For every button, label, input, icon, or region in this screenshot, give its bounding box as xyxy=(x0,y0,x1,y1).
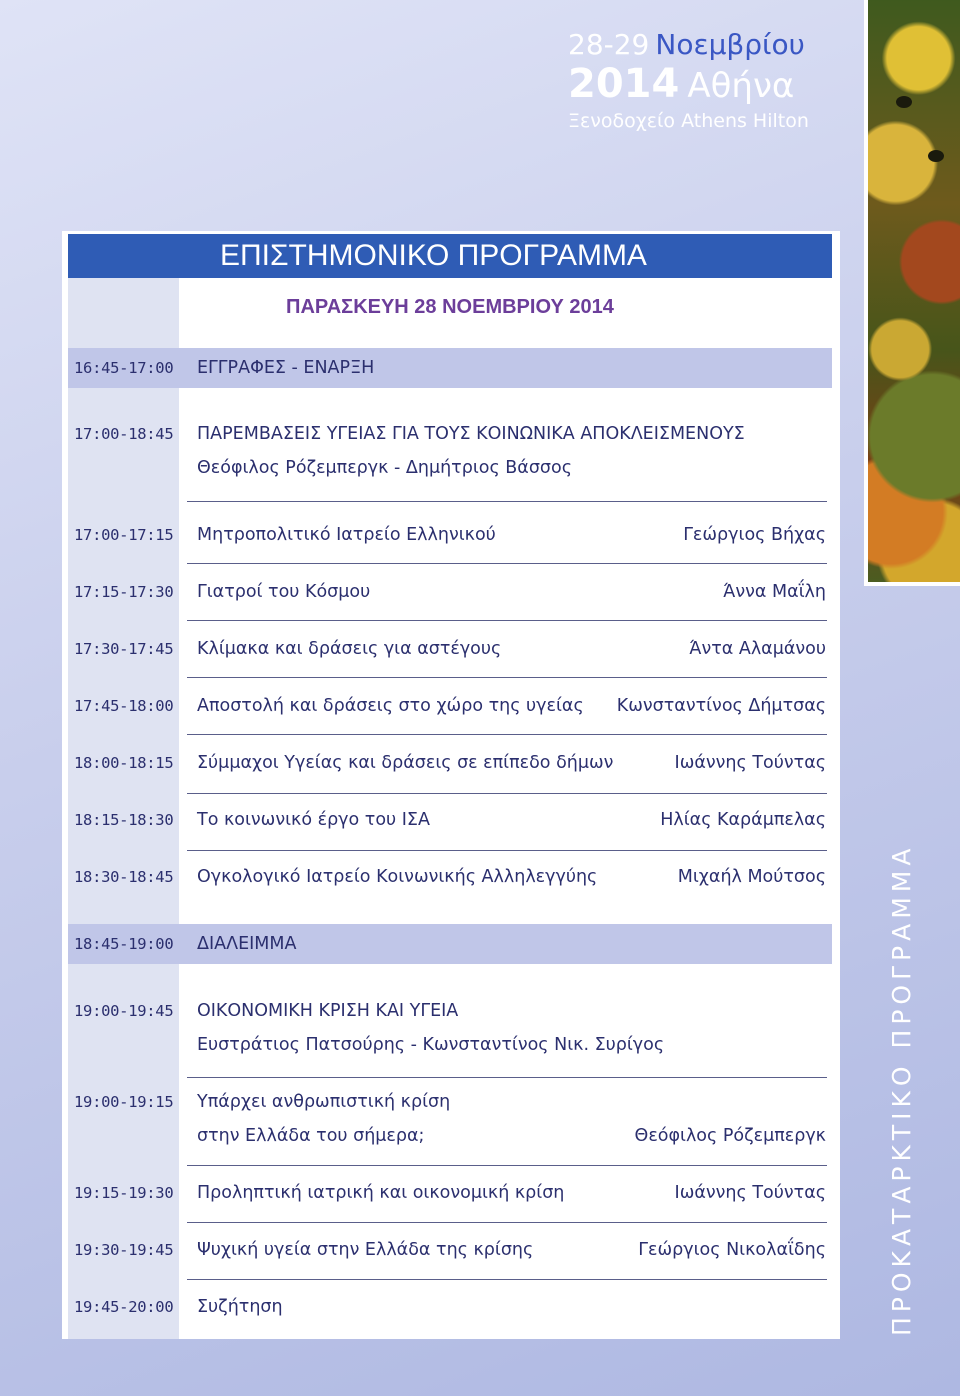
event-city: Αθήνα xyxy=(687,66,795,106)
row-divider xyxy=(187,1279,827,1280)
row-description: Γιατροί του Κόσμου xyxy=(197,582,371,602)
row-divider xyxy=(187,1222,827,1223)
program-row xyxy=(68,800,832,840)
row-speaker: Μιχαήλ Μούτσος xyxy=(677,867,826,887)
program-row xyxy=(68,991,832,1055)
row-speaker: Ιωάννης Τούντας xyxy=(674,753,826,773)
row-speaker: Άντα Αλαμάνου xyxy=(689,639,826,659)
row-description: Ψυχική υγεία στην Ελλάδα της κρίσης xyxy=(197,1240,534,1260)
row-time: 19:30-19:45 xyxy=(74,1241,174,1259)
row-description: Μητροπολιτικό Ιατρείο Ελληνικού xyxy=(197,525,496,545)
program-row xyxy=(68,1173,832,1213)
row-divider xyxy=(187,793,827,794)
program-row xyxy=(68,629,832,669)
row-chairs: Ευστράτιος Πατσούρης - Κωνσταντίνος Νικ. Συρίγος xyxy=(197,1035,665,1055)
row-description: Το κοινωνικό έργο του ΙΣΑ xyxy=(197,810,430,830)
row-description: ΔΙΑΛΕΙΜΜΑ xyxy=(197,934,297,954)
program-title: ΕΠΙΣΤΗΜΟΝΙΚΟ ΠΡΟΓΡΑΜΜΑ xyxy=(68,234,832,278)
row-description: Προληπτική ιατρική και οικονομική κρίση xyxy=(197,1183,565,1203)
row-time: 17:00-18:45 xyxy=(74,425,174,443)
event-header xyxy=(568,28,848,134)
row-divider xyxy=(187,1165,827,1166)
row-speaker: Γεώργιος Βήχας xyxy=(683,525,826,545)
row-time: 19:00-19:45 xyxy=(74,1002,174,1020)
artwork-eye-icon xyxy=(928,150,944,162)
row-speaker: Κωνσταντίνος Δήμτσας xyxy=(616,696,826,716)
program-row-break xyxy=(68,924,832,964)
program-row xyxy=(68,515,832,555)
row-speaker: Ιωάννης Τούντας xyxy=(674,1183,826,1203)
row-time: 17:15-17:30 xyxy=(74,583,174,601)
event-month: Νοεμβρίου xyxy=(655,28,805,61)
row-divider xyxy=(187,734,827,735)
event-year: 2014 xyxy=(568,61,680,107)
row-chairs: Θεόφιλος Ρόζεμπεργκ - Δημήτριος Βάσσος xyxy=(197,458,572,478)
row-description: Αποστολή και δράσεις στο χώρο της υγείας xyxy=(197,696,584,716)
program-day-title: ΠΑΡΑΣΚΕΥΗ 28 ΝΟΕΜΒΡΙΟΥ 2014 xyxy=(286,296,614,318)
row-divider xyxy=(187,850,827,851)
row-time: 18:00-18:15 xyxy=(74,754,174,772)
program-row xyxy=(68,348,832,388)
row-description: Υπάρχει ανθρωπιστική κρίση xyxy=(197,1092,451,1112)
program-row xyxy=(68,686,832,726)
row-time: 17:30-17:45 xyxy=(74,640,174,658)
event-days: 28-29 xyxy=(568,28,650,61)
row-description: Συζήτηση xyxy=(197,1297,283,1317)
row-speaker: Γεώργιος Νικολαΐδης xyxy=(638,1240,826,1260)
row-divider xyxy=(187,1077,827,1078)
row-divider xyxy=(187,620,827,621)
row-description: ΠΑΡΕΜΒΑΣΕΙΣ ΥΓΕΙΑΣ ΓΙΑ ΤΟΥΣ ΚΟΙΝΩΝΙΚΑ ΑΠΟΚΛΕΙΣΜΕΝΟΥΣ xyxy=(197,424,745,444)
row-time: 19:15-19:30 xyxy=(74,1184,174,1202)
row-time: 19:00-19:15 xyxy=(74,1093,174,1111)
row-divider xyxy=(187,563,827,564)
program-row xyxy=(68,1230,832,1270)
side-title-vertical: ΠΡΟΚΑΤΑΡΚΤΙΚΟ ΠΡΟΓΡΑΜΜΑ xyxy=(887,843,916,1336)
program-row xyxy=(68,857,832,897)
program-panel xyxy=(62,231,840,1339)
event-dates xyxy=(568,28,848,62)
row-divider xyxy=(187,501,827,502)
row-time: 17:00-17:15 xyxy=(74,526,174,544)
program-row xyxy=(68,1082,832,1146)
row-divider xyxy=(187,677,827,678)
row-speaker: Θεόφιλος Ρόζεμπεργκ xyxy=(634,1126,826,1146)
row-description-line2: στην Ελλάδα του σήμερα; xyxy=(197,1126,425,1146)
program-row xyxy=(68,743,832,783)
row-time: 18:45-19:00 xyxy=(74,935,174,953)
row-speaker: Άννα Μαΐλη xyxy=(723,582,826,602)
row-time: 18:15-18:30 xyxy=(74,811,174,829)
row-description: ΕΓΓΡΑΦΕΣ - ΕΝΑΡΞΗ xyxy=(197,358,375,378)
row-description: Ογκολογικό Ιατρείο Κοινωνικής Αλληλεγγύης xyxy=(197,867,598,887)
program-row xyxy=(68,1287,832,1327)
event-year-city xyxy=(568,62,848,108)
row-description: Κλίμακα και δράσεις για αστέγους xyxy=(197,639,502,659)
row-description: ΟΙΚΟΝΟΜΙΚΗ ΚΡΙΣΗ ΚΑΙ ΥΓΕΙΑ xyxy=(197,1001,459,1021)
row-speaker: Ηλίας Καράμπελας xyxy=(660,810,826,830)
row-time: 19:45-20:00 xyxy=(74,1298,174,1316)
program-row xyxy=(68,414,832,478)
decorative-artwork xyxy=(864,0,960,586)
row-time: 16:45-17:00 xyxy=(74,359,174,377)
row-time: 18:30-18:45 xyxy=(74,868,174,886)
row-time: 17:45-18:00 xyxy=(74,697,174,715)
artwork-eye-icon xyxy=(896,96,912,108)
event-venue: Ξενοδοχείο Athens Hilton xyxy=(568,110,809,132)
row-description: Σύμμαχοι Υγείας και δράσεις σε επίπεδο δήμων xyxy=(197,753,614,773)
program-row xyxy=(68,572,832,612)
